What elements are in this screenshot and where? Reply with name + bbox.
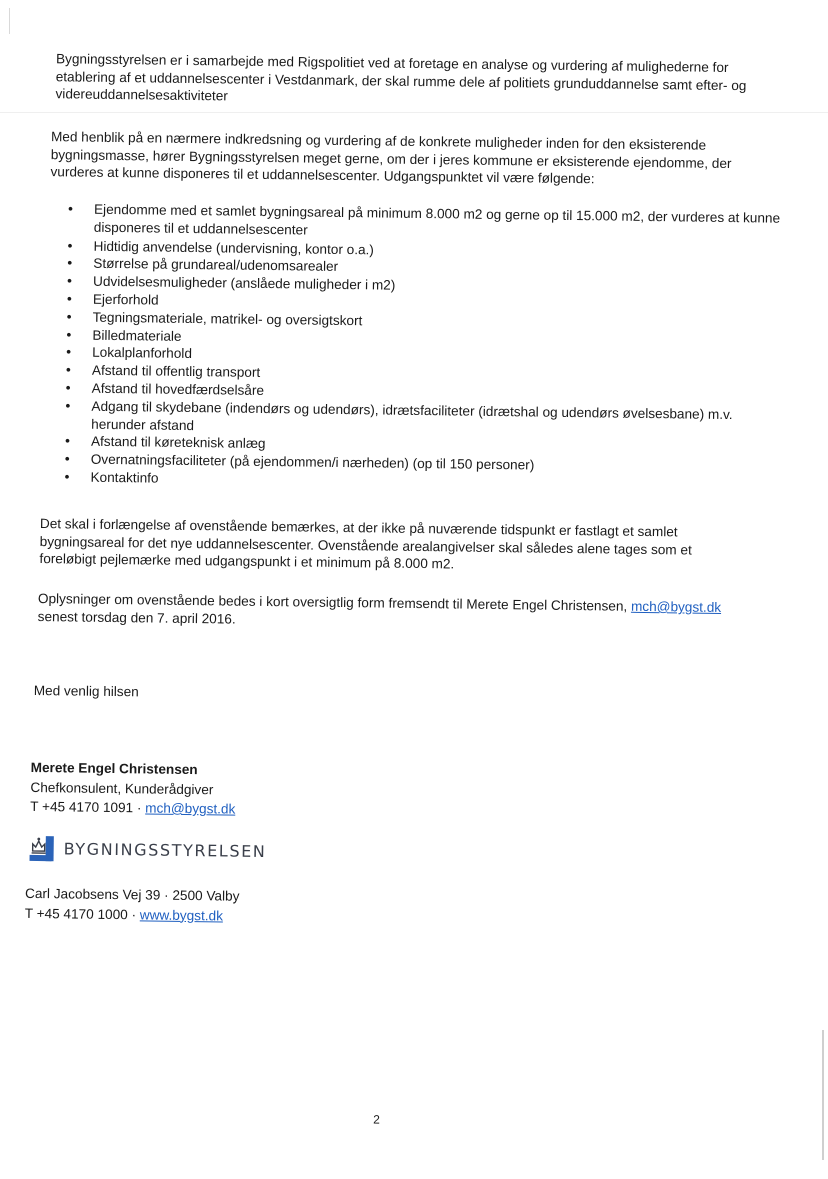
address-block [25, 884, 240, 926]
street-address: Carl Jacobsens Vej 39 · 2500 Valby [25, 884, 240, 906]
page-number: 2 [373, 1112, 380, 1126]
email-link[interactable]: mch@bygst.dk [631, 599, 721, 615]
deadline-date-text: senest torsdag den 7. april 2016. [38, 609, 236, 627]
closing-greeting: Med venlig hilsen [34, 682, 139, 701]
criteria-list-item: • Kontaktinfo [90, 469, 780, 496]
criteria-list-item: • Adgang til skydebane (indendørs og udendørs), idrætsfaciliteter (idrætshal og udendørs øvelsesbane) m.v. herunder afstand [91, 397, 781, 442]
signatory-name: Merete Engel Christensen [31, 758, 236, 780]
criteria-list-item: • Udvidelsesmuligheder (anslåede muligheder i m2) [93, 273, 783, 300]
criteria-list-item: • Afstand til offentlig transport [92, 362, 782, 389]
request-paragraph: Med henblik på en nærmere indkredsning og vurdering af de konkrete muligheder inden for den eksisterende bygningsmasse, hører Bygningsstyrelsen meget gerne, om der i jeres kommune er eksisterende ejendomme, der vurderes at kunne disponeres til et uddannelsescenter. Udgangspunktet vil være følgende: [50, 128, 775, 190]
intro-paragraph: Bygningsstyrelsen er i samarbejde med Rigspolitiet ved at foretage en analyse og vurdering af mulighederne for etablering af et uddannelsescenter i Vestdanmark, der skal rumme dele af politiets grunduddannelse samt efter- og videreuddannelsesaktiviteter [55, 50, 786, 112]
criteria-list-item: • Overnatningsfaciliteter (på ejendommen/i nærheden) (op til 150 personer) [91, 451, 781, 478]
signatory-phone: T +45 4170 1091 · [30, 799, 145, 816]
criteria-list-item: • Lokalplanforhold [92, 344, 782, 371]
criteria-list-item: • Tegningsmateriale, matrikel- og oversigtskort [93, 308, 783, 335]
criteria-list-item: • Afstand til hovedfærdselsåre [92, 380, 782, 407]
signatory-contact [30, 797, 235, 819]
signatory-email-link[interactable]: mch@bygst.dk [145, 800, 235, 816]
logo-wordmark: BYGNINGSSTYRELSEN [64, 839, 267, 861]
website-link[interactable]: www.bygst.dk [140, 907, 223, 923]
criteria-list-item: • Størrelse på grundareal/udenomsarealer [93, 255, 783, 282]
office-phone: T +45 4170 1000 · [25, 905, 140, 922]
criteria-list-item: • Ejendomme med et samlet bygningsareal på minimum 8.000 m2 og gerne op til 15.000 m2, der vurderes at kunne disponeres til et uddannelsescenter [94, 201, 784, 246]
deadline-text: Oplysninger om ovenstående bedes i kort oversigtlig form fremsendt til Merete Engel Christensen, [38, 591, 631, 614]
crown-icon [27, 833, 55, 863]
criteria-list-item: • Afstand til køreteknisk anlæg [91, 433, 781, 460]
criteria-list-item: • Billedmateriale [92, 326, 782, 353]
criteria-list-item: • Ejerforhold [93, 291, 783, 318]
remark-paragraph: Det skal i forlængelse af ovenstående bemærkes, at der ikke på nuværende tidspunkt er fastlagt et samlet bygningsareal for det nye uddannelsescenter. Ovenstående arealangivelser skal således alene tages som et foreløbigt pejlemærke med udgangspunkt i et minimum på 8.000 m2. [39, 515, 740, 577]
scan-artifact [822, 1030, 824, 1160]
signature-block [30, 758, 236, 819]
signatory-title: Chefkonsulent, Kunderådgiver [30, 777, 235, 799]
agency-logo [27, 832, 266, 867]
criteria-list-item: • Hidtidig anvendelse (undervisning, kontor o.a.) [93, 237, 783, 264]
criteria-list [38, 200, 784, 495]
deadline-paragraph [38, 590, 758, 634]
office-contact [25, 903, 240, 925]
